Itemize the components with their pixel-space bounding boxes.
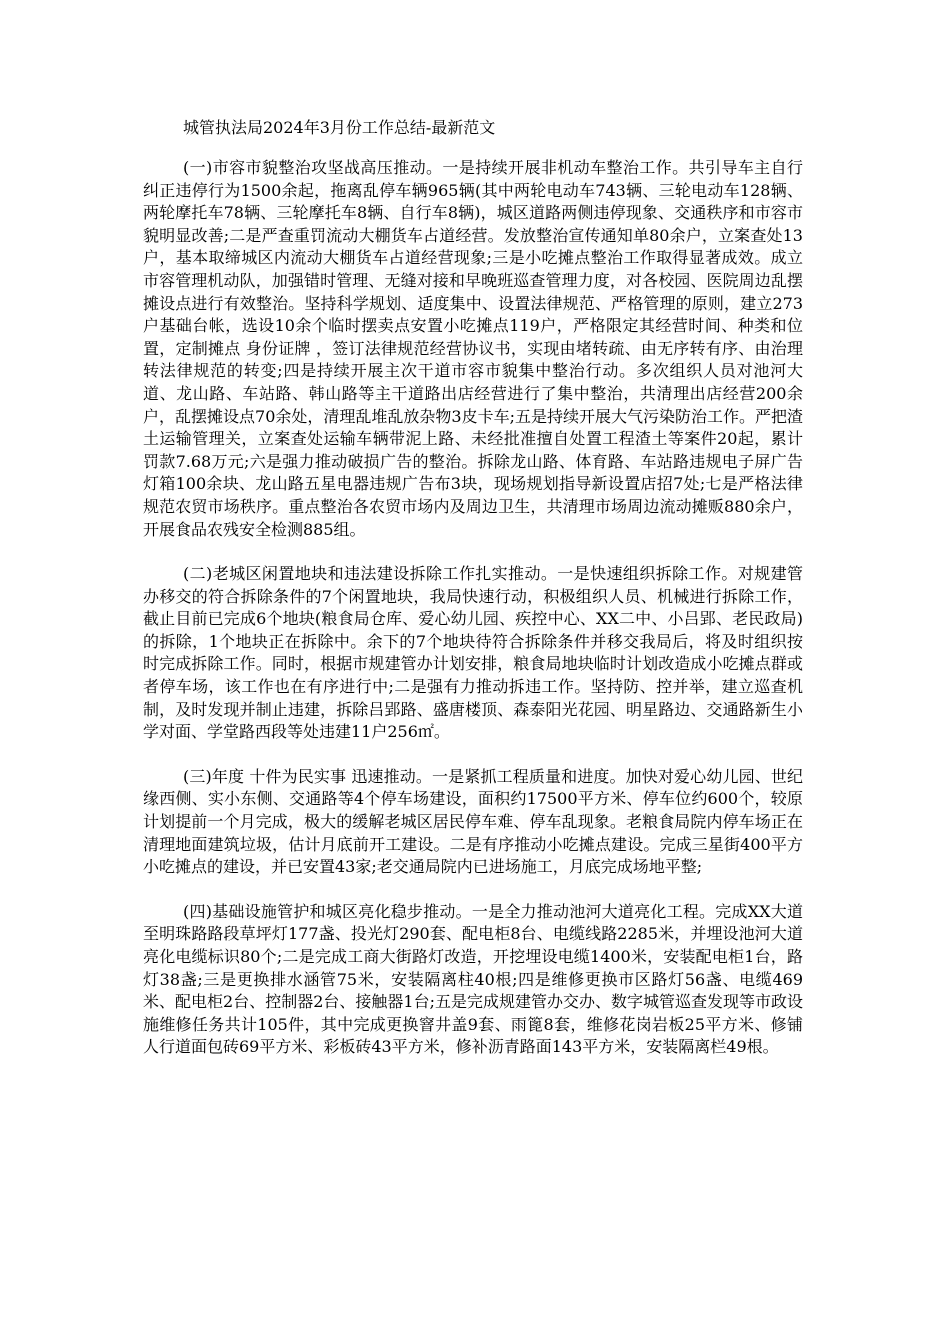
paragraph-2: (二)老城区闲置地块和违法建设拆除工作扎实推动。一是快速组织拆除工作。对规建管办移交的符合拆除条件的7个闲置地块，我局快速行动，积极组织人员、机械进行拆除工作，截止目前已完成6个地块(粮食局仓库、爱心幼儿园、疾控中心、XX二中、小吕郢、老民政局)的拆除，1个地块正在拆除中。余下的7个地块待符合拆除条件并移交我局后，将及时组织按时完成拆除工作。同时，根据市规建管办计划安排，粮食局地块临时计划改造成小吃摊点群或者停车场，该工作也在有序进行中;二是强有力推动拆违工作。坚持防、控并举，建立巡查机制，及时发现并制止违建，拆除吕郢路、盛唐楼顶、森泰阳光花园、明星路边、交通路新生小学对面、学堂路西段等处违建11户256㎡。 xyxy=(143,564,803,742)
document-body xyxy=(143,157,803,1081)
paragraph-1: (一)市容市貌整治攻坚战高压推动。一是持续开展非机动车整治工作。共引导车主自行纠正违停行为1500余起，拖离乱停车辆965辆(其中两轮电动车743辆、三轮电动车128辆、两轮摩托车78辆、三轮摩托车8辆、自行车8辆)，城区道路两侧违停现象、交通秩序和市容市貌明显改善;二是严查重罚流动大棚货车占道经营。发放整治宣传通知单80余户，立案查处13户，基本取缔城区内流动大棚货车占道经营现象;三是小吃摊点整治工作取得显著成效。成立市容管理机动队，加强错时管理、无缝对接和早晚班巡查管理力度，对各校园、医院周边乱摆摊设点进行有效整治。坚持科学规划、适度集中、设置法律规范、严格管理的原则，建立273户基础台帐，选设10余个临时摆卖点安置小吃摊点119户，严格限定其经营时间、种类和位置，定制摊点 身份证牌 ，签订法律规范经营协议书，实现由堵转疏、由无序转有序、由治理转法律规范的转变;四是持续开展主次干道市容市貌集中整治行动。多次组织人员对池河大道、龙山路、车站路、韩山路等主干道路出店经营进行了集中整治，共清理出店经营200余户，乱摆摊设点70余处，清理乱堆乱放杂物3皮卡车;五是持续开展大气污染防治工作。严把渣土运输管理关，立案查处运输车辆带泥上路、未经批准擅自处置工程渣土等案件20起，累计罚款7.68万元;六是强力推动破损广告的整治。拆除龙山路、体育路、车站路违规电子屏广告灯箱100余块、龙山路五星电器违规广告布3块，现场规划指导新设置店招7处;七是严格法律规范农贸市场秩序。重点整治各农贸市场内及周边卫生，共清理市场周边流动摊贩880余户，开展食品农残安全检测885组。 xyxy=(143,158,803,539)
paragraph-3: (三)年度 十件为民实事 迅速推动。一是紧抓工程质量和进度。加快对爱心幼儿园、世纪缘西侧、实小东侧、交通路等4个停车场建设，面积约17500平方米、停车位约600个，较原计划提前一个月完成，极大的缓解老城区居民停车难、停车乱现象。老粮食局院内停车场正在清理地面建筑垃圾，估计月底前开工建设。二是有序推动小吃摊点建设。完成三星街400平方小吃摊点的建设，并已安置43家;老交通局院内已进场施工，月底完成场地平整; xyxy=(143,766,803,877)
paragraph-4: (四)基础设施管护和城区亮化稳步推动。一是全力推动池河大道亮化工程。完成XX大道至明珠路路段草坪灯177盏、投光灯290套、配电柜8台、电缆线路2285米，并埋设池河大道亮化电缆标识80个;二是完成工商大街路灯改造，开挖埋设电缆1400米，安装配电柜1台，路灯38盏;三是更换排水涵管75米，安装隔离柱40根;四是维修更换市区路灯56盏、电缆469米、配电柜2台、控制器2台、接触器1台;五是完成规建管办交办、数字城管巡查发现等市政设施维修任务共计105件，其中完成更换窨井盖9套、雨篦8套，维修花岗岩板25平方米、修铺人行道面包砖69平方米、彩板砖43平方米，修补沥青路面143平方米，安装隔离栏49根。 xyxy=(143,901,803,1057)
document-title: 城管执法局2024年3月份工作总结-最新范文 xyxy=(183,118,496,137)
